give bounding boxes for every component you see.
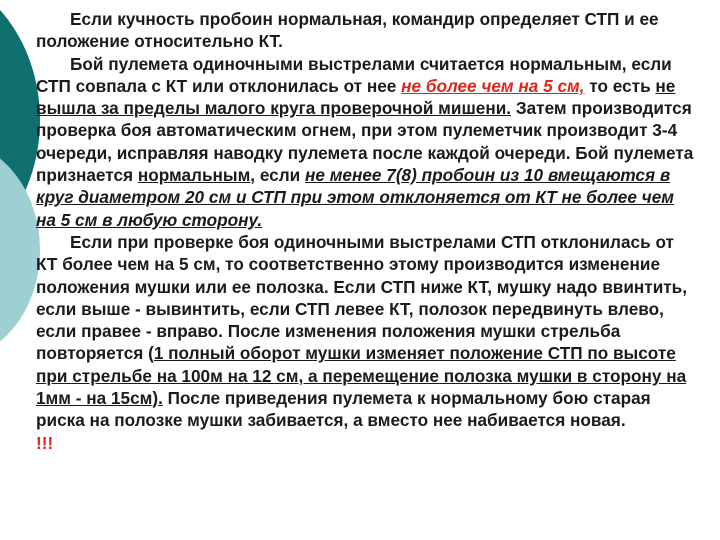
- paragraph-3: [36, 231, 696, 432]
- highlight-underline: нормальным: [137, 165, 251, 186]
- text-segment: Затем производится проверка боя автоматическим огнем, при этом пулеметчик производит 3-4 очереди, исправляя наводку пулемета после каждой очереди. Бой пулемета признается: [36, 98, 694, 186]
- highlight-underline: 1 полный оборот мушки изменяет положение СТП по высоте при стрельбе на 100м на 12 см, а перемещение полозка мушки в сторону на 1мм - на 15см).: [36, 343, 687, 409]
- text-segment: , если: [250, 165, 305, 186]
- highlight-red-italic: не более чем на 5 см,: [401, 75, 585, 96]
- text-segment: Если при проверке боя одиночными выстрелами СТП отклонилась от КТ более чем на 5 см, то соответственно этому производится изменение положения мушки или ее полозка. Если СТП ниже КТ, мушку надо ввинтить, если выше - вывинтить, если СТП левее КТ, полозок передвинуть влево, если правее - вправо. После изменения положения мушки стрельба повторяется (: [36, 231, 688, 364]
- paragraph-2: [36, 53, 696, 231]
- text-segment: Если кучность пробоин нормальная, командир определяет СТП и ее положение относительно КТ.: [36, 9, 659, 52]
- slide-body: [36, 8, 696, 454]
- text-segment: После приведения пулемета к нормальному бою старая риска на полозке мушки забивается, а вместо нее набивается новая.: [36, 388, 651, 431]
- paragraph-1: [36, 8, 696, 53]
- footer-mark: !!!: [36, 432, 54, 453]
- text-segment: то есть: [584, 75, 656, 96]
- highlight-italic-underline: не менее 7(8) пробоин из 10 вмещаются в круг диаметром 20 см и СТП при этом отклоняется от КТ не более чем на 5 см в любую сторону.: [36, 165, 674, 230]
- highlight-underline: не вышла за пределы малого круга проверочной мишени.: [36, 75, 676, 119]
- text-segment: Бой пулемета одиночными выстрелами считается нормальным, если СТП совпала с КТ или отклонилась от нее: [36, 53, 672, 96]
